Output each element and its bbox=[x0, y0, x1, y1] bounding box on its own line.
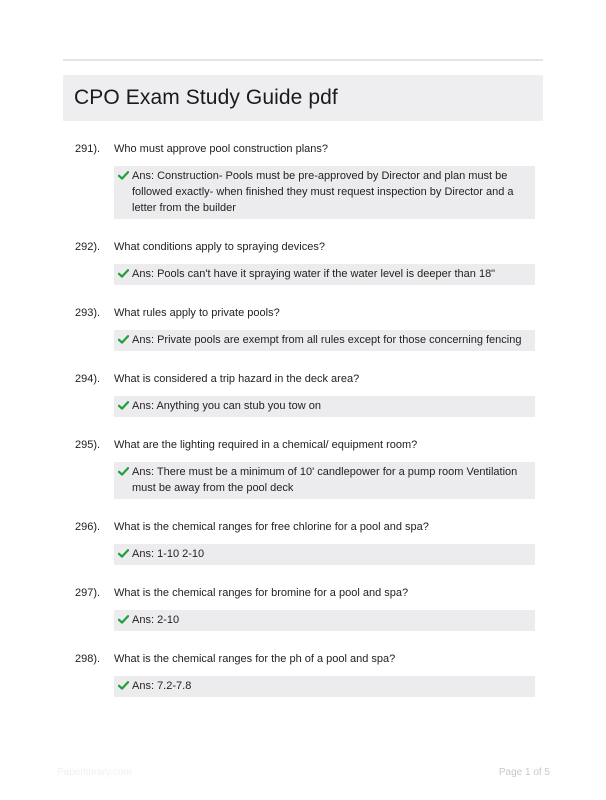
checkmark-icon bbox=[118, 612, 129, 628]
checkmark-icon bbox=[118, 332, 129, 348]
answer-box bbox=[114, 330, 535, 351]
answer-text: Ans: Anything you can stub you tow on bbox=[132, 400, 321, 412]
question-number: 292). bbox=[75, 241, 101, 253]
qa-item bbox=[63, 239, 543, 285]
answer-text: Ans: 2-10 bbox=[132, 614, 180, 626]
question-text: Who must approve pool construction plans? bbox=[114, 143, 329, 155]
footer-page-number: Page 1 of 5 bbox=[498, 767, 550, 778]
qa-item bbox=[63, 305, 543, 351]
answer-box bbox=[114, 264, 535, 285]
question-text: What is the chemical ranges for the ph of a pool and spa? bbox=[114, 653, 396, 665]
question-text: What rules apply to private pools? bbox=[114, 307, 280, 319]
qa-item bbox=[63, 437, 543, 499]
question-number: 294). bbox=[75, 373, 101, 385]
question-number: 291). bbox=[75, 143, 101, 155]
answer-text: Ans: Pools can't have it spraying water if the water level is deeper than 18" bbox=[132, 268, 496, 280]
checkmark-icon bbox=[118, 546, 129, 562]
question-text: What conditions apply to spraying devices? bbox=[114, 241, 325, 253]
question-number: 298). bbox=[75, 653, 101, 665]
answer-text: Ans: 1-10 2-10 bbox=[132, 548, 205, 560]
answer-box bbox=[114, 462, 535, 499]
qa-item bbox=[63, 519, 543, 565]
checkmark-icon bbox=[118, 398, 129, 414]
page-title: CPO Exam Study Guide pdf bbox=[74, 86, 338, 109]
qa-item bbox=[63, 141, 543, 219]
checkmark-icon bbox=[118, 266, 129, 282]
answer-box bbox=[114, 544, 535, 565]
checkmark-icon bbox=[118, 678, 129, 694]
checkmark-icon bbox=[118, 464, 129, 480]
answer-text: Ans: There must be a minimum of 10' candlepower for a pump room Ventilation must be away from the pool deck bbox=[132, 466, 518, 494]
answer-box bbox=[114, 676, 535, 697]
answer-text: Ans: Private pools are exempt from all rules except for those concerning fencing bbox=[132, 334, 522, 346]
question-number: 297). bbox=[75, 587, 101, 599]
title-band bbox=[63, 75, 543, 121]
question-text: What is considered a trip hazard in the deck area? bbox=[114, 373, 360, 385]
qa-item bbox=[63, 371, 543, 417]
qa-list bbox=[63, 141, 543, 717]
answer-text: Ans: Construction- Pools must be pre-approved by Director and plan must be followed exactly- when finished they must request inspection by Director and a letter from the builder bbox=[132, 170, 514, 214]
answer-box bbox=[114, 166, 535, 219]
qa-item bbox=[63, 585, 543, 631]
question-text: What is the chemical ranges for bromine for a pool and spa? bbox=[114, 587, 409, 599]
qa-item bbox=[63, 651, 543, 697]
checkmark-icon bbox=[118, 168, 129, 184]
top-divider bbox=[63, 59, 543, 61]
footer-site-watermark: Paperlibrary.com bbox=[57, 767, 132, 778]
answer-text: Ans: 7.2-7.8 bbox=[132, 680, 192, 692]
answer-box bbox=[114, 396, 535, 417]
question-text: What is the chemical ranges for free chlorine for a pool and spa? bbox=[114, 521, 429, 533]
answer-box bbox=[114, 610, 535, 631]
question-text: What are the lighting required in a chemical/ equipment room? bbox=[114, 439, 418, 451]
question-number: 296). bbox=[75, 521, 101, 533]
question-number: 293). bbox=[75, 307, 101, 319]
question-number: 295). bbox=[75, 439, 101, 451]
